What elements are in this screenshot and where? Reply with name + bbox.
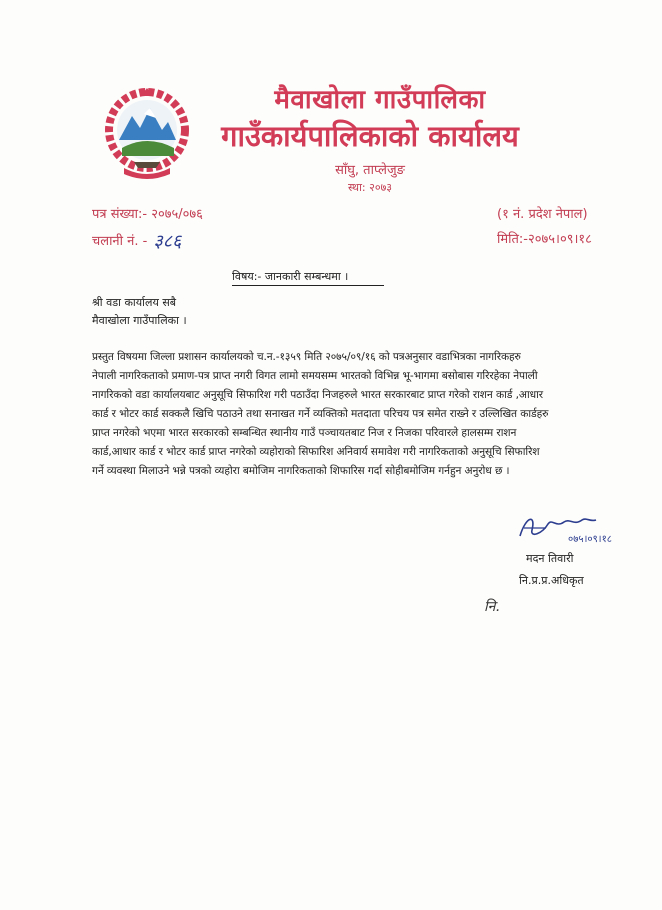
signature-date: ०७५।०९।१८ — [568, 534, 612, 545]
subject-line: विषय:- जानकारी सम्बन्धमा । — [232, 270, 349, 283]
addressee-line-2: मैवाखोला गाउँपालिका । — [92, 314, 187, 327]
body-line: कार्ड,आधार कार्ड र भोटर कार्ड प्राप्त नगरेको व्यहोराको सिफारिश अनिवार्य समावेश गरी नागरिकताको अनुसूचि सिफारिश — [92, 446, 540, 458]
body-line: नागरिकको वडा कार्यालयबाट अनुसूचि सिफारिश गरी पठाउँदा निजहरुले भारत सरकारबाट प्राप्त गरेको राशन कार्ड ,आधार — [92, 389, 543, 401]
nepal-emblem-icon — [104, 86, 190, 186]
signatory-name: मदन तिवारी — [526, 552, 574, 565]
body-line: कार्ड र भोटर कार्ड सक्कलै खिचि पठाउने तथा सनाखत गर्ने व्यक्तिको मतदाता परिचय पत्र समेत राख्ने र उल्लिखित कार्डहरु — [92, 408, 549, 420]
body-line: प्रस्तुत विषयमा जिल्ला प्रशासन कार्यालयको च.न.-१३५९ मिति २०७५/०९/१६ को पत्रअनुसार वडाभित्रका नागरिकहरु — [92, 351, 521, 363]
body-line: प्राप्त नगरेको भएमा भारत सरकारको सम्बन्धित स्थानीय गाउँ पञ्चायतबाट निज र निजका परिवारले हालसम्म राशन — [92, 427, 517, 439]
established-year: स्था: २०७३ — [347, 181, 393, 194]
chalani-handwritten-number: ३८६ — [153, 231, 182, 252]
chalani-number-row — [92, 229, 181, 253]
signatory-title: नि.प्र.प्र.अधिकृत — [519, 574, 584, 587]
date-row — [497, 229, 592, 247]
office-address: साँघु, ताप्लेजुङ — [335, 163, 405, 178]
subject-underline — [232, 285, 384, 286]
date-label: मिति:- — [497, 232, 528, 247]
municipality-name: मैवाखोला गाउँपालिका — [274, 85, 486, 115]
body-line: नेपाली नागरिकताको प्रमाण-पत्र प्राप्त नगरी विगत लामो समयसम्म भारतको विभिन्न भू-भागमा बसोबास गरिरहेका नेपाली — [92, 370, 538, 382]
chalani-label: चलानी नं. - — [92, 234, 148, 249]
addressee-line-1: श्री वडा कार्यालय सबै — [92, 296, 177, 309]
office-name: गाउँकार्यपालिकाको कार्यालय — [221, 119, 519, 153]
signature-scribble-icon — [512, 508, 632, 548]
body-line: गर्ने व्यवस्था मिलाउने भन्ने पत्रको व्यहोरा बमोजिम नागरिकताको शिफारिस गर्दा सोहीबमोजिम गर्नहुन अनुरोध छ । — [92, 465, 510, 477]
province-label: (१ नं. प्रदेश नेपाल) — [497, 207, 588, 222]
patra-sankhya: पत्र संख्या:- २०७५/०७६ — [92, 207, 203, 222]
date-value: २०७५।०९।१८ — [528, 232, 592, 247]
handwritten-initial: नि. — [484, 599, 500, 615]
